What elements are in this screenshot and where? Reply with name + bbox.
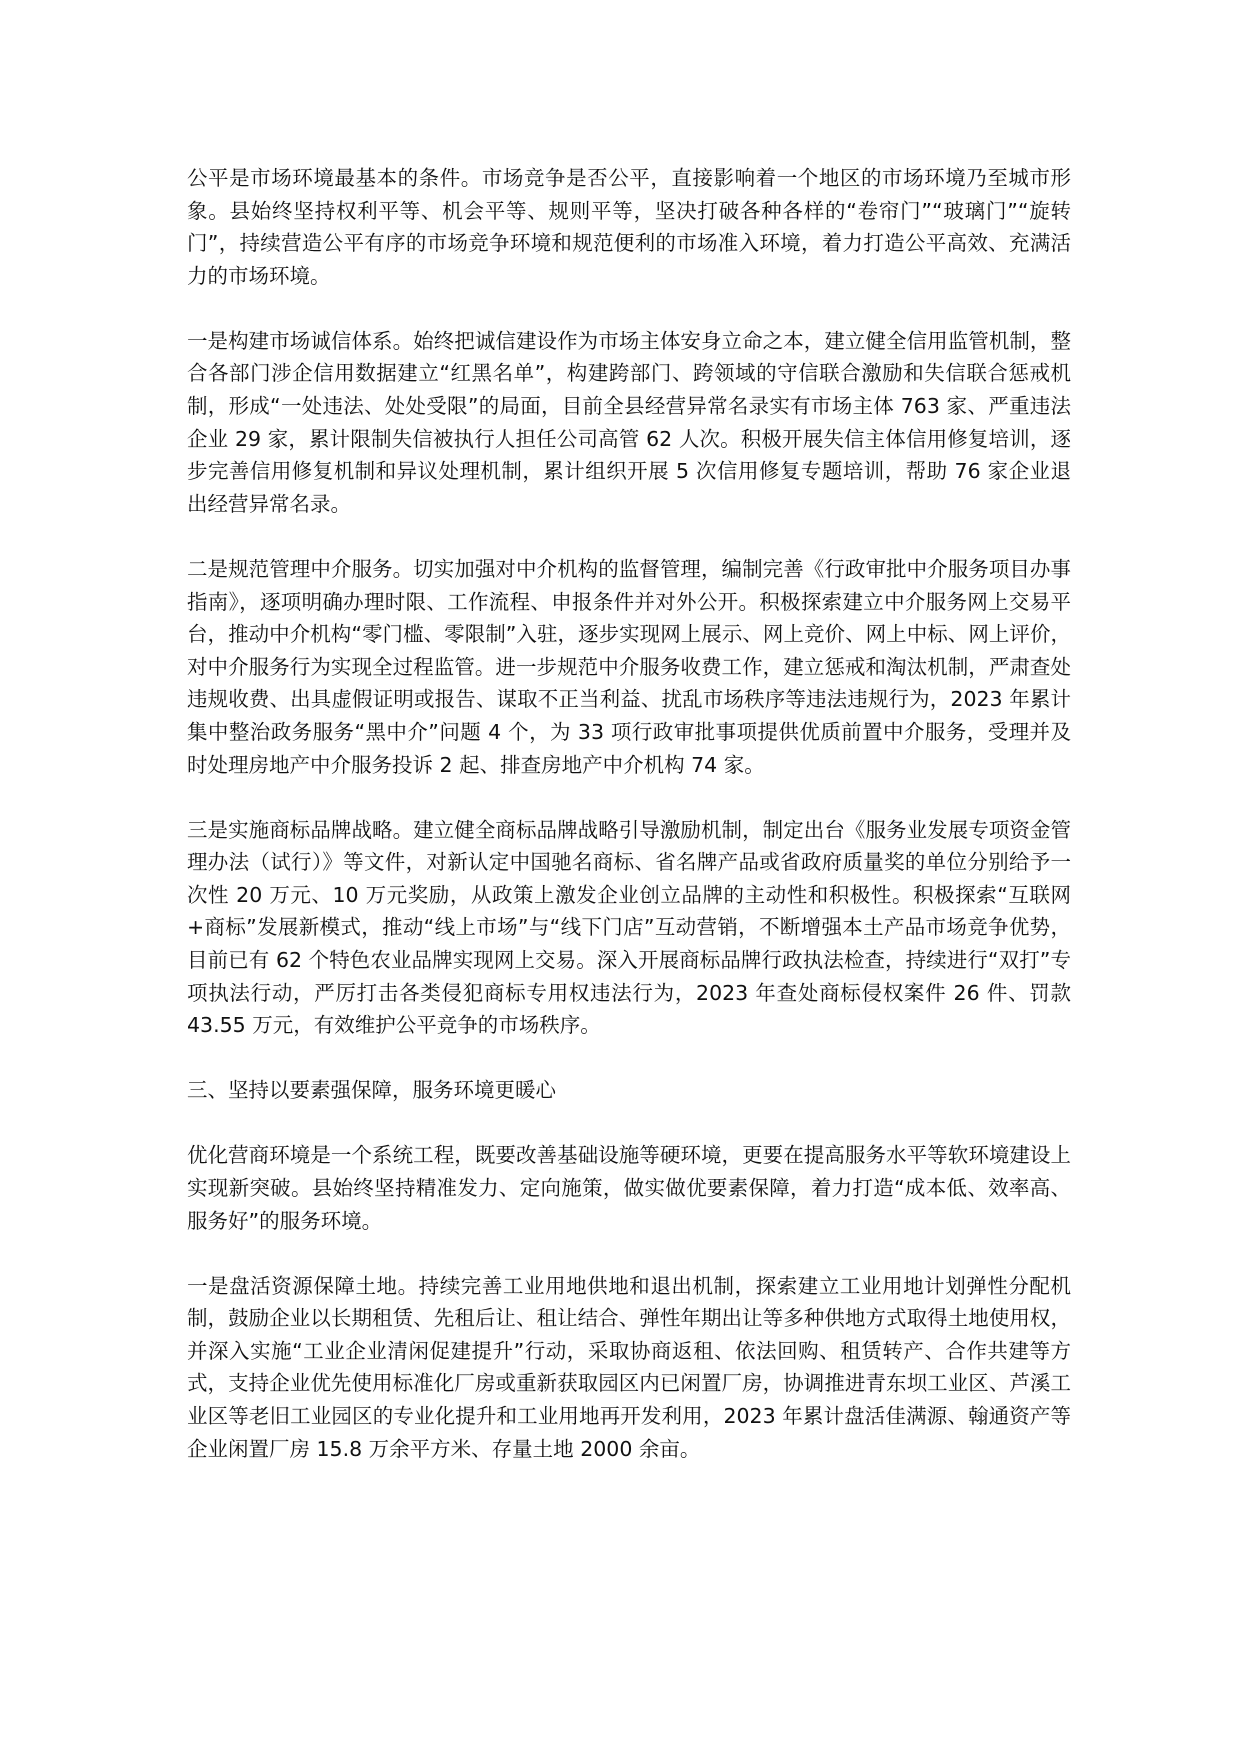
paragraph-trademark-strategy: 三是实施商标品牌战略。建立健全商标品牌战略引导激励机制，制定出台《服务业发展专项资金管理办法（试行）》等文件，对新认定中国驰名商标、省名牌产品或省政府质量奖的单位分别给予一次性 20 万元、10 万元奖励，从政策上激发企业创立品牌的主动性和积极性。积极探索“互联网+商标”发展新模式，推动“线上市场”与“线下门店”互动营销，不断增强本土产品市场竞争优势，目前已有 62 个特色农业品牌实现网上交易。深入开展商标品牌行政执法检查，持续进行“双打”专项执法行动，严厉打击各类侵犯商标专用权违法行为，2023 年查处商标侵权案件 26 件、罚款 43.55 万元，有效维护公平竞争的市场秩序。 bbox=[187, 817, 1071, 1038]
paragraph-intermediary-services: 二是规范管理中介服务。切实加强对中介机构的监督管理，编制完善《行政审批中介服务项目办事指南》，逐项明确办理时限、工作流程、申报条件并对外公开。积极探索建立中介服务网上交易平台，推动中介机构“零门槛、零限制”入驻，逐步实现网上展示、网上竞价、网上中标、网上评价，对中介服务行为实现全过程监管。进一步规范中介服务收费工作，建立惩戒和淘汰机制，严肃查处违规收费、出具虚假证明或报告、谋取不正当利益、扰乱市场秩序等违法违规行为，2023 年累计集中整治政务服务“黑中介”问题 4 个，为 33 项行政审批事项提供优质前置中介服务，受理并及时处理房地产中介服务投诉 2 起、排查房地产中介机构 74 家。 bbox=[187, 556, 1071, 777]
section-heading-service-environment: 三、坚持以要素强保障，服务环境更暖心 bbox=[187, 1078, 556, 1103]
paragraph-fair-market-intro: 公平是市场环境最基本的条件。市场竞争是否公平，直接影响着一个地区的市场环境乃至城市形象。县始终坚持权利平等、机会平等、规则平等，坚决打破各种各样的“卷帘门”“玻璃门”“旋转门”，持续营造公平有序的市场竞争环境和规范便利的市场准入环境，着力打造公平高效、充满活力的市场环境。 bbox=[187, 166, 1071, 288]
paragraph-land-resources: 一是盘活资源保障土地。持续完善工业用地供地和退出机制，探索建立工业用地计划弹性分配机制，鼓励企业以长期租赁、先租后让、租让结合、弹性年期出让等多种供地方式取得土地使用权，并深入实施“工业企业清闲促建提升”行动，采取协商返租、依法回购、租赁转产、合作共建等方式，支持企业优先使用标准化厂房或重新获取园区内已闲置厂房，协调推进青东坝工业区、芦溪工业区等老旧工业园区的专业化提升和工业用地再开发利用，2023 年累计盘活佳满源、翰通资产等企业闲置厂房 15.8 万余平方米、存量土地 2000 余亩。 bbox=[187, 1273, 1071, 1461]
paragraph-service-environment-intro: 优化营商环境是一个系统工程，既要改善基础设施等硬环境，更要在提高服务水平等软环境建设上实现新突破。县始终坚持精准发力、定向施策，做实做优要素保障，着力打造“成本低、效率高、服务好”的服务环境。 bbox=[187, 1143, 1071, 1233]
paragraph-credit-system: 一是构建市场诚信体系。始终把诚信建设作为市场主体安身立命之本，建立健全信用监管机制，整合各部门涉企信用数据建立“红黑名单”，构建跨部门、跨领域的守信联合激励和失信联合惩戒机制，形成“一处违法、处处受限”的局面，目前全县经营异常名录实有市场主体 763 家、严重违法企业 29 家，累计限制失信被执行人担任公司高管 62 人次。积极开展失信主体信用修复培训，逐步完善信用修复机制和异议处理机制，累计组织开展 5 次信用修复专题培训，帮助 76 家企业退出经营异常名录。 bbox=[187, 328, 1071, 516]
document-body bbox=[187, 162, 1071, 1498]
